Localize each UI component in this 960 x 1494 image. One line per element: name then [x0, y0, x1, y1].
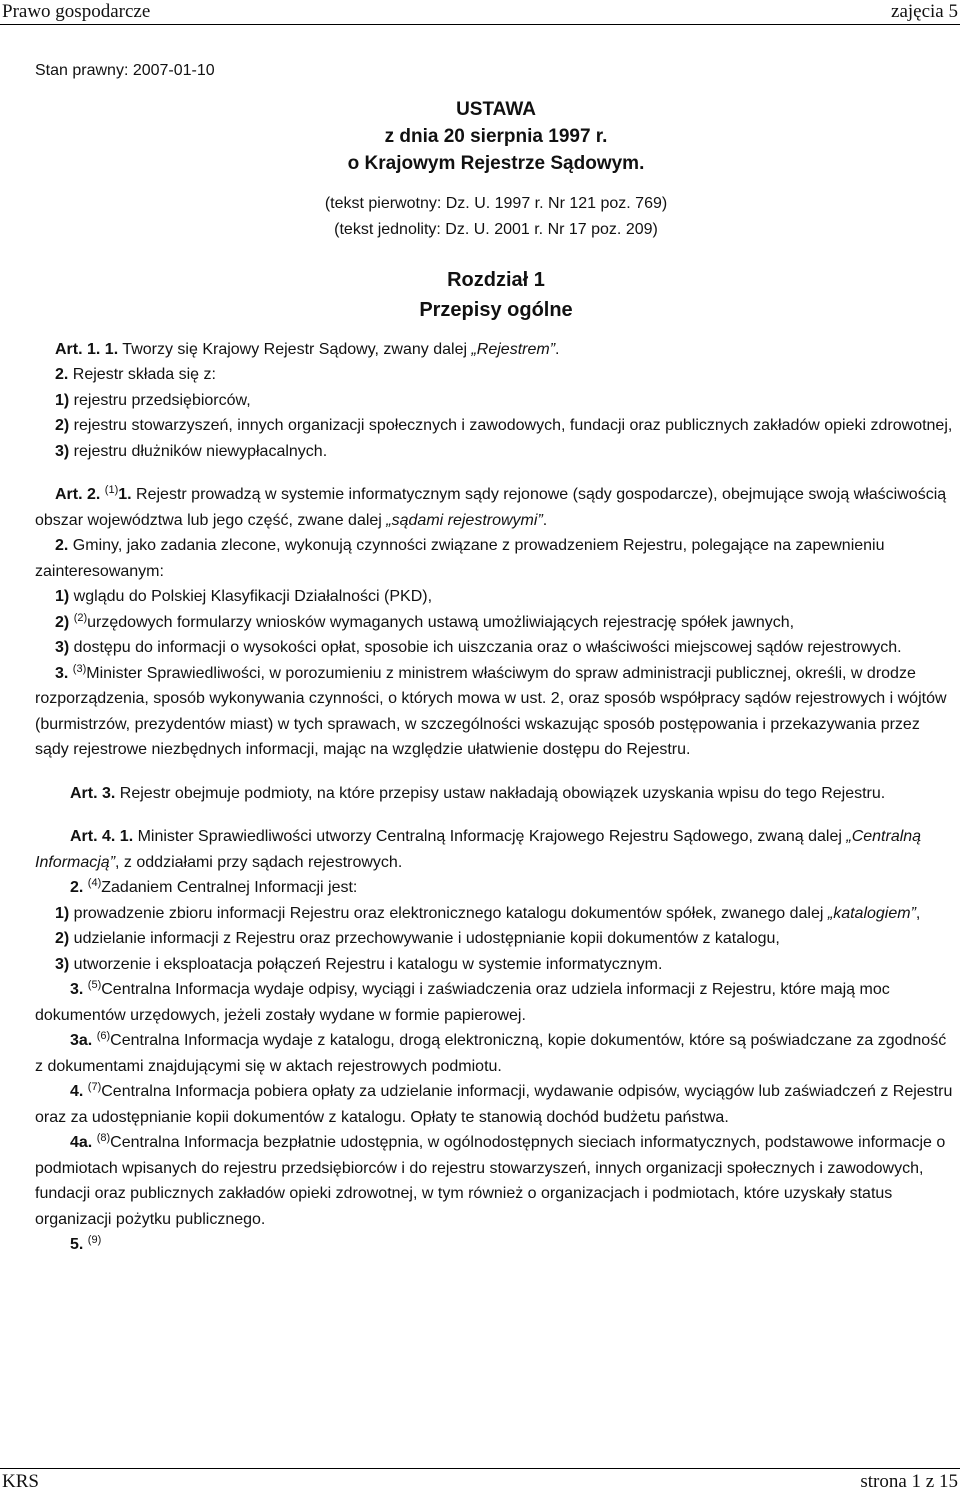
list-item: 2) udzielanie informacji z Rejestru oraz przechowywanie i udostępnianie kopii dokumentów z katalogu,	[55, 930, 780, 947]
source-consolidated: (tekst jednolity: Dz. U. 2001 r. Nr 17 poz. 209)	[334, 220, 658, 238]
art2-para3: 3. $^{(3)}$Minister Sprawiedliwości, w porozumieniu z ministrem właściwym do spraw administracji publicznej, określi, w drodze rozporządzenia, sposób wykonywania czynności, o których mowa w ust. 2, oraz sposób współpracy sądów rejestrowych i wójtów (burmistrzów, prezydentów miast) w tych sprawach, w szczególności wskazując sposób postępowania i przekazywania przez sądy rejestrowe niezbędnych informacji, mając na względzie ułatwienie dostępu do Rejestru.	[35, 662, 947, 758]
list-item: 3) rejestru dłużników niewypłacalnych.	[55, 442, 328, 460]
source-original: (tekst pierwotny: Dz. U. 1997 r. Nr 121 poz. 769)	[324, 194, 668, 212]
art4-para4a: 4a. $^{(8)}$Centralna Informacja bezpłatnie udostępnia, w ogólnodostępnych sieciach informatycznych, podstawowe informacje o podmiotach wpisanych do rejestru przedsiębiorców i do rejestru stowarzyszeń, innych organizacji społecznych i zawodowych, fundacji oraz publicznych zakładów opieki zdrowotnej, w tym również o organizacjach i podmiotach, które uzyskały status organizacji pożytku publicznego.	[35, 1132, 946, 1228]
footnote-ref: (5)	[87, 979, 102, 991]
art4-label: Art. 4. 1.	[70, 828, 134, 845]
footnote-ref: (7)	[87, 1081, 102, 1093]
legal-status: Stan prawny: 2007-01-10	[35, 62, 215, 79]
chapter-name: Przepisy ogólne	[419, 298, 573, 321]
footnote-ref: (1)	[104, 484, 119, 496]
art4-para3a: 3a. $^{(6)}$Centralna Informacja wydaje z katalogu, drogą elektroniczną, kopie dokumentów, które są poświadczane za zgodność z dokumentami znajdującymi się w aktach rejestrowych podmiotu.	[35, 1030, 947, 1075]
art2-label: Art. 2.	[55, 486, 101, 503]
article-3	[35, 781, 957, 807]
list-item: 1) prowadzenie zbioru informacji Rejestru oraz elektronicznego katalogu dokumentów spółek, zwanego dalej „katalogiem”,	[55, 904, 921, 922]
footnote-ref: (8)	[96, 1132, 111, 1144]
footnote-ref: (9)	[87, 1234, 102, 1246]
defined-term: „Rejestrem”	[471, 340, 556, 358]
header-course-title: Prawo gospodarcze	[2, 1, 151, 22]
list-item: 3) dostępu do informacji o wysokości opłat, sposobie ich uiszczania oraz o właściwości miejscowej sądów rejestrowych.	[55, 639, 902, 656]
art4-para2: 2. $^{(4)}$Zadaniem Centralnej Informacji jest:	[70, 877, 358, 896]
article-4	[35, 824, 957, 1258]
act-date: z dnia 20 sierpnia 1997 r.	[384, 125, 608, 147]
art4-para3: 3. $^{(5)}$Centralna Informacja wydaje odpisy, wyciągi i zaświadczenia oraz udziela informacji z Rejestru, które mają moc dokumentów urzędowych, jeżeli zostały wydane w formie papierowej.	[35, 979, 890, 1024]
footer-doc-label: KRS	[2, 1471, 39, 1492]
art4-para4: 4. $^{(7)}$Centralna Informacja pobiera opłaty za udzielanie informacji, wydawanie odpisów, wyciągów lub zaświadczeń z Rejestru oraz za udostępnianie kopii dokumentów z katalogu. Opłaty te stanowią dochód budżetu państwa.	[35, 1081, 953, 1126]
footnote-ref: (4)	[87, 877, 102, 889]
art1-para2: 2. Rejestr składa się z:	[55, 366, 216, 383]
footnote-ref: (3)	[72, 662, 87, 675]
art3-para: Art. 3. Rejestr obejmuje podmioty, na które przepisy ustaw nakładają obowiązek uzyskania wpisu do tego Rejestru.	[70, 784, 886, 802]
document-body	[35, 58, 957, 1258]
page-number: strona 1 z 15	[860, 1471, 958, 1492]
art2-para2: 2. Gminy, jako zadania zlecone, wykonują czynności związane z prowadzeniem Rejestru, polegające na zapewnieniu zainteresowanym:	[35, 537, 885, 580]
art4-para1: Art. 4. 1. Minister Sprawiedliwości utworzy Centralną Informację Krajowego Rejestru Sądowego, zwaną dalej „Centralną Informacją”, z oddziałami przy sądach rejestrowych.	[35, 828, 922, 871]
art1-label: Art. 1. 1.	[55, 340, 119, 358]
header-session-label: zajęcia 5	[891, 1, 958, 22]
list-item: 3) utworzenie i eksploatacja połączeń Rejestru i katalogu w systemie informatycznym.	[55, 955, 663, 973]
footnote-ref: (6)	[96, 1030, 111, 1042]
list-item: 1) wglądu do Polskiej Klasyfikacji Działalności (PKD),	[55, 588, 433, 605]
footnote-ref: (2)	[73, 611, 88, 624]
act-type: USTAWA	[456, 98, 536, 120]
chapter-number: Rozdział 1	[447, 268, 545, 291]
article-2	[35, 482, 957, 763]
act-name: o Krajowym Rejestrze Sądowym.	[347, 152, 645, 174]
art4-para5: 5. $^{(9)}$	[70, 1234, 102, 1253]
page-header	[0, 0, 960, 25]
act-title	[35, 96, 957, 177]
defined-term: „katalogiem”	[827, 904, 916, 922]
chapter-heading	[35, 265, 957, 325]
list-item: 2) $^{(2)}$urzędowych formularzy wniosków wymaganych ustawą umożliwiających rejestrację spółek jawnych,	[55, 611, 795, 631]
art1-para1: Art. 1. 1. Tworzy się Krajowy Rejestr Sądowy, zwany dalej „Rejestrem”.	[55, 340, 560, 358]
list-item: 1) rejestru przedsiębiorców,	[55, 391, 251, 409]
art3-label: Art. 3.	[70, 784, 116, 802]
act-sources	[35, 191, 957, 243]
list-item: 2) rejestru stowarzyszeń, innych organizacji społecznych i zawodowych, fundacji oraz publicznych zakładów opieki zdrowotnej,	[55, 417, 953, 434]
defined-term: „Centralną Informacją”	[35, 828, 922, 871]
article-1	[35, 337, 957, 465]
defined-term: „sądami rejestrowymi”	[386, 511, 543, 529]
page-footer	[0, 1468, 960, 1494]
art2-para1: Art. 2. $^{(1)}$1. Rejestr prowadzą w systemie informatycznym sądy rejonowe (sądy gospodarcze), obejmujące swoją właściwością obszar województwa lub jego część, zwane dalej „sądami rejestrowymi”.	[35, 484, 947, 529]
